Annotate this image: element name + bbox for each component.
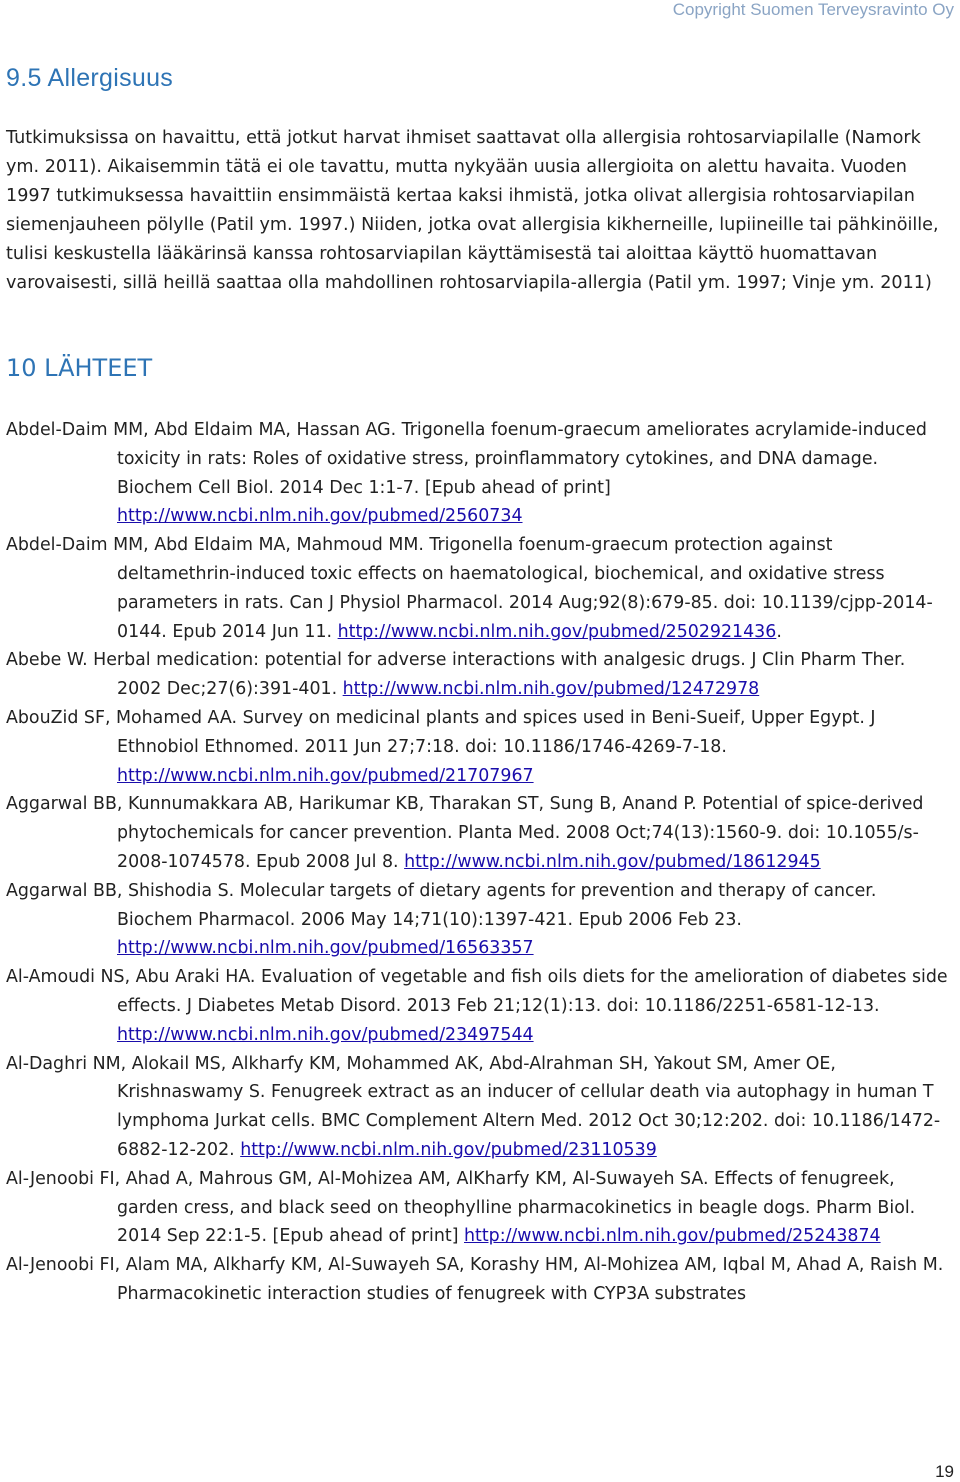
reference-item	[6, 1165, 952, 1251]
reference-item	[6, 416, 952, 531]
copyright-notice: Copyright Suomen Terveysravinto Oy	[672, 0, 954, 19]
reference-item	[6, 963, 952, 1049]
reference-text: Al-Daghri NM, Alokail MS, Alkharfy KM, Mohammed AK, Abd-Alrahman SH, Yakout SM, Amer OE, Krishnaswamy S. Fenugreek extract as an inducer of cellular death via autophagy in human T lymphoma Jurkat cells. BMC Complement Altern Med. 2012 Oct 30;12:202. doi: 10.1186/1472-6882-12-202.	[6, 1053, 941, 1160]
reference-list	[6, 416, 952, 1309]
reference-item	[6, 1251, 952, 1309]
reference-text: Al-Jenoobi FI, Ahad A, Mahrous GM, Al-Mohizea AM, AlKharfy KM, Al-Suwayeh SA. Effects of fenugreek, garden cress, and black seed on theophylline pharmacokinetics in beagle dogs. Pharm Biol. 2014 Sep 22:1-5. [Epub ahead of print]	[6, 1168, 916, 1247]
reference-item	[6, 1050, 952, 1165]
reference-link[interactable]: http://www.ncbi.nlm.nih.gov/pubmed/23497544	[117, 1024, 534, 1045]
reference-link[interactable]: http://www.ncbi.nlm.nih.gov/pubmed/21707967	[117, 765, 534, 786]
reference-text: Abdel-Daim MM, Abd Eldaim MA, Hassan AG. Trigonella foenum-graecum ameliorates acrylamide-induced toxicity in rats: Roles of oxidative stress, proinflammatory cytokines, and DNA damage. Biochem Cell Biol. 2014 Dec 1:1-7. [Epub ahead of print]	[6, 420, 927, 498]
reference-text: Abebe W. Herbal medication: potential for adverse interactions with analgesic drugs. J Clin Pharm Ther. 2002 Dec;27(6):391-401.	[6, 650, 906, 700]
page-number: 19	[935, 1462, 954, 1481]
reference-text: Aggarwal BB, Shishodia S. Molecular targets of dietary agents for prevention and therapy of cancer. Biochem Pharmacol. 2006 May 14;71(10):1397-421. Epub 2006 Feb 23.	[6, 880, 877, 930]
reference-suffix: .	[776, 621, 782, 642]
reference-link[interactable]: http://www.ncbi.nlm.nih.gov/pubmed/2502921436	[337, 621, 777, 642]
reference-link[interactable]: http://www.ncbi.nlm.nih.gov/pubmed/16563357	[117, 938, 534, 959]
allergy-paragraph: Tutkimuksissa on havaittu, että jotkut harvat ihmiset saattavat olla allergisia rohtosarviapilalle (Namork ym. 2011). Aikaisemmin tätä ei ole tavattu, mutta nykyään uusia allergioita on alettu havaita. Vuoden 1997 tutkimuksessa havaittiin ensimmäistä kertaa kaksi ihmistä, jotka olivat allergisia rohtosarviapilan siemenjauheen pölylle (Patil ym. 1997.) Niiden, jotka ovat allergisia kikherneille, lupiineille tai pähkinöille, tulisi keskustella lääkärinsä kanssa rohtosarviapilan käyttämisestä tai aloittaa käyttö huomattavan varovaisesti, sillä heillä saattaa olla mahdollinen rohtosarviapila-allergia (Patil ym. 1997; Vinje ym. 2011)	[6, 128, 939, 293]
reference-text: Aggarwal BB, Kunnumakkara AB, Harikumar KB, Tharakan ST, Sung B, Anand P. Potential of spice-derived phytochemicals for cancer prevention. Planta Med. 2008 Oct;74(13):1560-9. doi: 10.1055/s-2008-1074578. Epub 2008 Jul 8.	[6, 794, 924, 872]
reference-link[interactable]: http://www.ncbi.nlm.nih.gov/pubmed/18612945	[404, 851, 821, 872]
reference-link[interactable]: http://www.ncbi.nlm.nih.gov/pubmed/2560734	[117, 506, 523, 527]
reference-link[interactable]: http://www.ncbi.nlm.nih.gov/pubmed/12472978	[342, 679, 760, 700]
reference-item	[6, 646, 952, 704]
reference-item	[6, 790, 952, 876]
references-title: 10 LÄHTEET	[6, 354, 153, 382]
reference-item	[6, 877, 952, 963]
reference-text: Abdel-Daim MM, Abd Eldaim MA, Mahmoud MM. Trigonella foenum-graecum protection against deltamethrin-induced toxic effects on haematological, biochemical, and oxidative stress parameters in rats. Can J Physiol Pharmacol. 2014 Aug;92(8):679-85. doi: 10.1139/cjpp-2014-0144. Epub 2014 Jun 11.	[6, 535, 933, 642]
reference-text: AbouZid SF, Mohamed AA. Survey on medicinal plants and spices used in Beni-Sueif, Upper Egypt. J Ethnobiol Ethnomed. 2011 Jun 27;7:18. doi: 10.1186/1746-4269-7-18.	[6, 707, 876, 757]
reference-item	[6, 704, 952, 790]
reference-text: Al-Jenoobi FI, Alam MA, Alkharfy KM, Al-Suwayeh SA, Korashy HM, Al-Mohizea AM, Iqbal M, Ahad A, Raish M. Pharmacokinetic interaction studies of fenugreek with CYP3A substrates	[6, 1255, 944, 1304]
reference-item	[6, 531, 952, 646]
reference-link[interactable]: http://www.ncbi.nlm.nih.gov/pubmed/23110539	[240, 1139, 657, 1160]
reference-text: Al-Amoudi NS, Abu Araki HA. Evaluation of vegetable and fish oils diets for the amelioration of diabetes side effects. J Diabetes Metab Disord. 2013 Feb 21;12(1):13. doi: 10.1186/2251-6581-12-13.	[6, 967, 948, 1016]
reference-link[interactable]: http://www.ncbi.nlm.nih.gov/pubmed/25243874	[464, 1226, 881, 1247]
section-title: 9.5 Allergisuus	[6, 64, 174, 92]
